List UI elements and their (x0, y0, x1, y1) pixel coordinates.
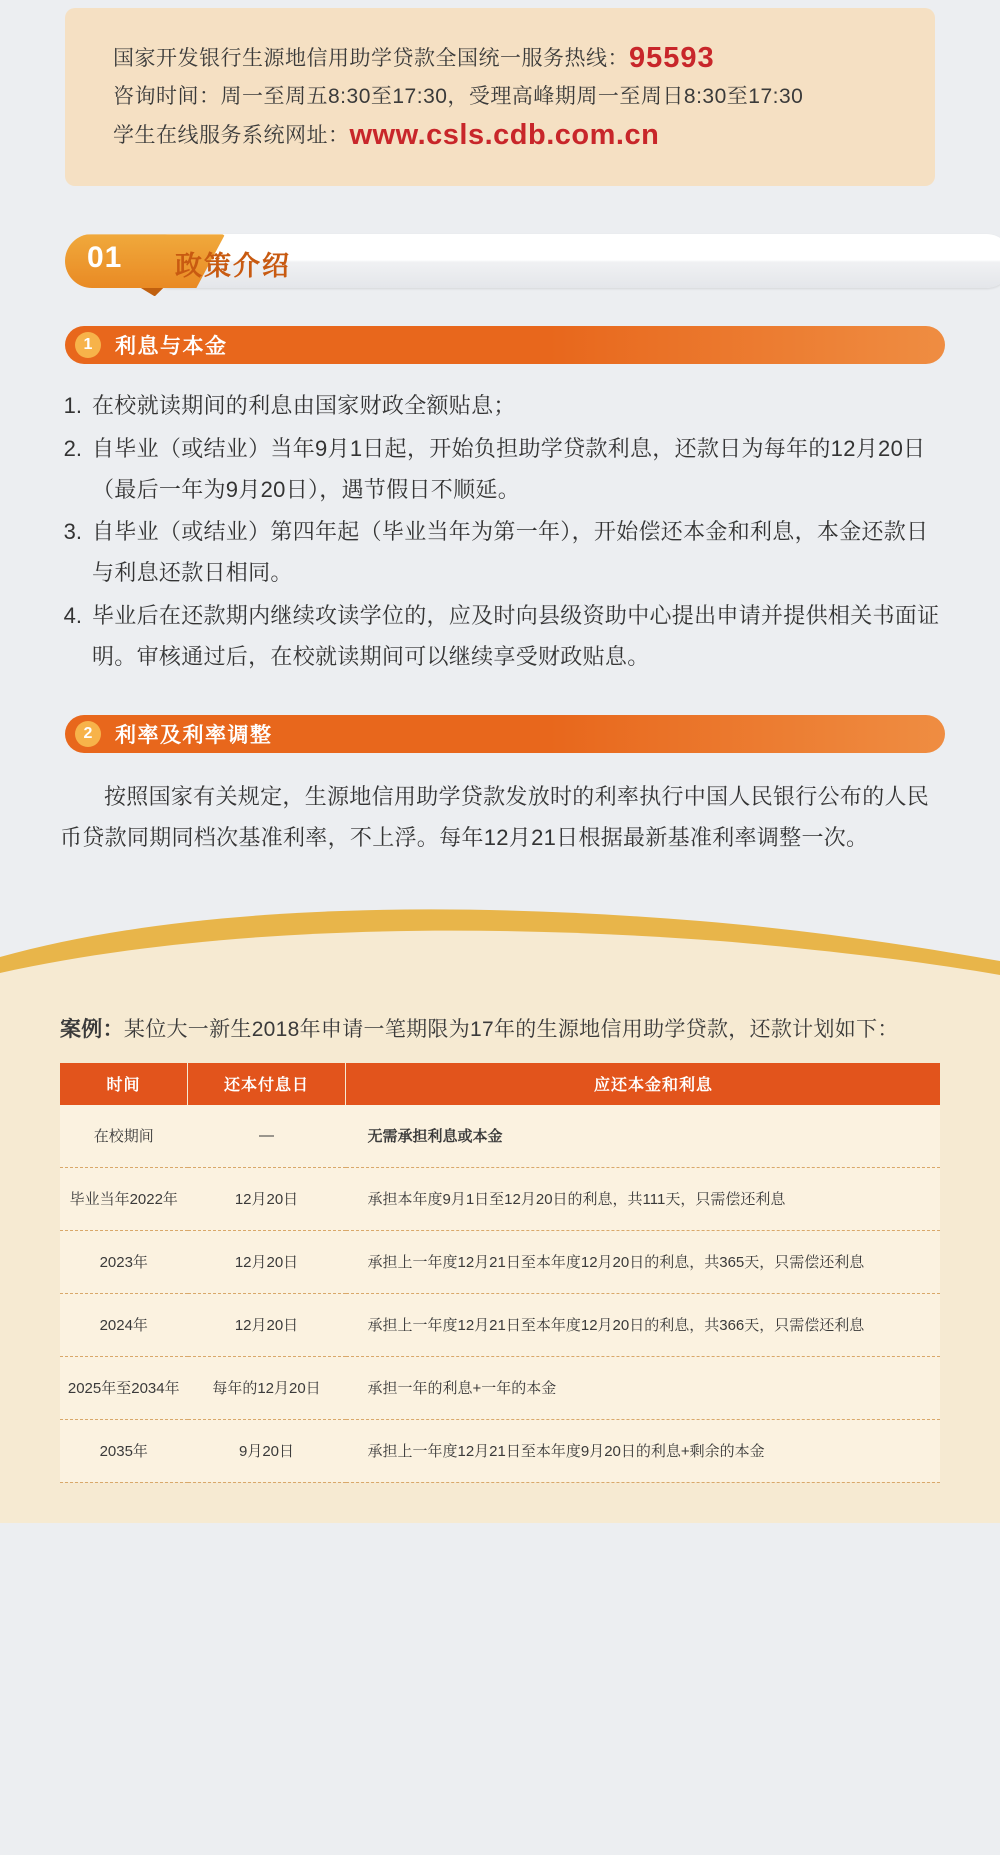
cell-date: 12月20日 (188, 1293, 346, 1356)
hotline-line-2: 咨询时间：周一至周五8:30至17:30，受理高峰期周一至周日8:30至17:30 (113, 84, 804, 108)
cell-time: 在校期间 (60, 1105, 188, 1168)
column-header-time: 时间 (60, 1063, 188, 1105)
list-item-text: 自毕业（或结业）第四年起（毕业当年为第一年），开始偿还本金和利息，本金还款日与利息还款日相同。 (92, 519, 929, 586)
cell-date: — (188, 1105, 346, 1168)
table-row (60, 1105, 940, 1168)
cell-amount: 承担上一年度12月21日至本年度9月20日的利息+剩余的本金 (346, 1419, 941, 1482)
cell-amount: 承担上一年度12月21日至本年度12月20日的利息，共365天，只需偿还利息 (346, 1230, 941, 1293)
case-title-label: 案例： (60, 1017, 124, 1041)
list-item-number: 3. (63, 519, 82, 545)
list-item (60, 429, 940, 510)
cell-amount: 无需承担利息或本金 (346, 1105, 941, 1168)
cell-date: 12月20日 (188, 1230, 346, 1293)
section-header (65, 234, 945, 288)
subsection-header-rate (65, 715, 945, 753)
repayment-table (60, 1063, 940, 1483)
list-item-number: 1. (63, 393, 82, 419)
cell-amount: 承担一年的利息+一年的本金 (346, 1356, 941, 1419)
list-item (60, 596, 940, 677)
wave-divider (0, 895, 1000, 987)
repayment-table-head (60, 1063, 940, 1105)
case-title-text: 某位大一新生2018年申请一笔期限为17年的生源地信用助学贷款，还款计划如下： (123, 1017, 899, 1041)
table-row (60, 1356, 940, 1419)
case-section (0, 987, 1000, 1523)
case-title (60, 987, 1000, 1043)
section-number: 01 (87, 241, 123, 275)
student-service-url[interactable]: www.csls.cdb.com.cn (349, 119, 660, 152)
table-header-row (60, 1063, 940, 1105)
subsection-header-interest (65, 326, 945, 364)
list-item (60, 386, 940, 427)
table-row (60, 1419, 940, 1482)
interest-list (60, 386, 940, 677)
cell-time: 2024年 (60, 1293, 188, 1356)
column-header-amount: 应还本金和利息 (346, 1063, 941, 1105)
list-item-text: 毕业后在还款期内继续攻读学位的，应及时向县级资助中心提出申请并提供相关书面证明。审核通过后，在校就读期间可以继续享受财政贴息。 (92, 602, 940, 669)
cell-amount: 承担上一年度12月21日至本年度12月20日的利息，共366天，只需偿还利息 (346, 1293, 941, 1356)
subsection-1-title: 利息与本金 (115, 335, 228, 359)
rate-paragraph: 按照国家有关规定，生源地信用助学贷款发放时的利率执行中国人民银行公布的人民币贷款同期同档次基准利率，不上浮。每年12月21日根据最新基准利率调整一次。 (60, 784, 930, 850)
subsection-1-badge: 1 (75, 332, 101, 358)
table-row (60, 1293, 940, 1356)
section-title: 政策介绍 (175, 251, 291, 282)
hotline-line-3-label: 学生在线服务系统网址： (113, 124, 350, 148)
cell-date: 9月20日 (188, 1419, 346, 1482)
table-row (60, 1230, 940, 1293)
list-item (60, 512, 940, 593)
hotline-number: 95593 (629, 42, 715, 74)
column-header-date: 还本付息日 (188, 1063, 346, 1105)
cell-time: 毕业当年2022年 (60, 1167, 188, 1230)
hotline-line-3 (113, 113, 935, 158)
list-item-number: 2. (63, 436, 82, 462)
cell-date: 12月20日 (188, 1167, 346, 1230)
cell-amount: 承担本年度9月1日至12月20日的利息，共111天，只需偿还利息 (346, 1167, 941, 1230)
list-item-text: 在校就读期间的利息由国家财政全额贴息； (92, 393, 516, 419)
table-row (60, 1167, 940, 1230)
hotline-card (65, 8, 935, 186)
cell-time: 2023年 (60, 1230, 188, 1293)
cell-time: 2025年至2034年 (60, 1356, 188, 1419)
hotline-line-1 (113, 36, 935, 81)
subsection-2-title: 利率及利率调整 (115, 724, 273, 748)
cell-time: 2035年 (60, 1419, 188, 1482)
wave-divider-shape (0, 895, 1000, 987)
list-item-text: 自毕业（或结业）当年9月1日起，开始负担助学贷款利息，还款日为每年的12月20日（最后一年为9月20日），遇节假日不顺延。 (92, 436, 926, 502)
subsection-2-badge: 2 (75, 721, 101, 747)
repayment-table-body (60, 1105, 940, 1483)
hotline-line-1-label: 国家开发银行生源地信用助学贷款全国统一服务热线： (113, 47, 629, 70)
list-item-number: 4. (63, 602, 82, 628)
cell-date: 每年的12月20日 (188, 1356, 346, 1419)
